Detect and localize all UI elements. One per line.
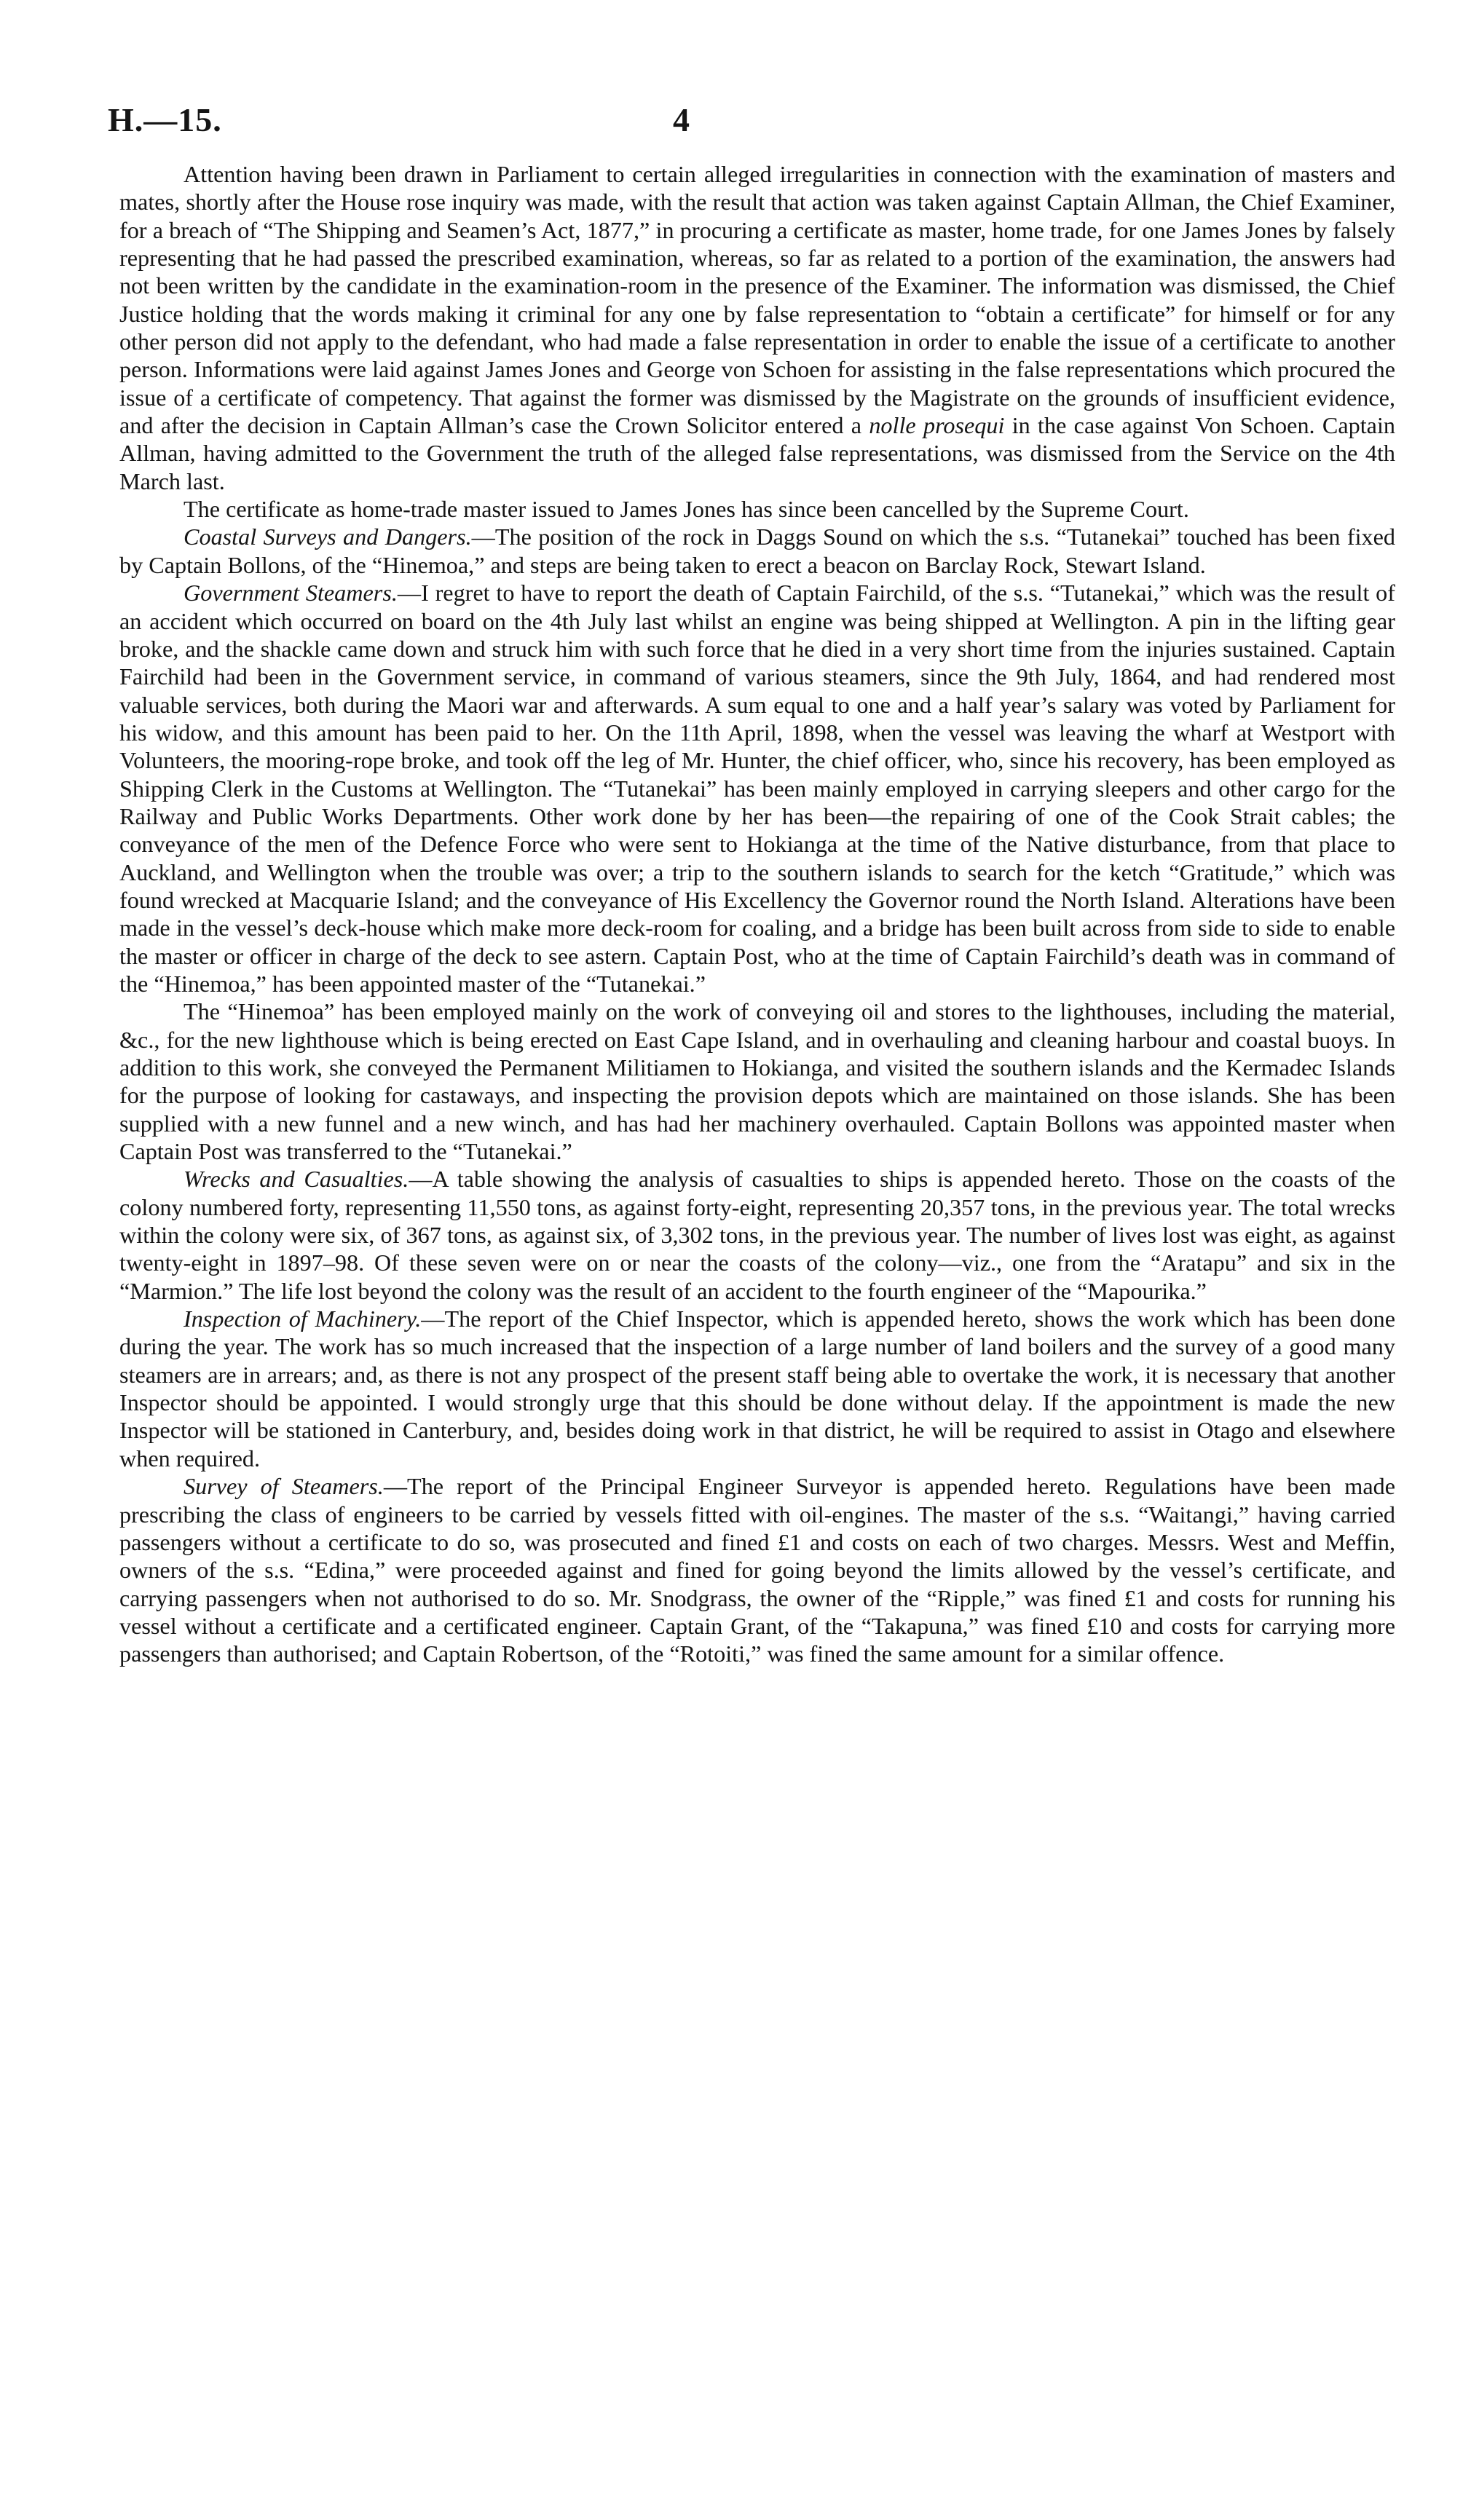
section-heading: Survey of Steamers. (184, 1473, 384, 1500)
section-heading: Government Steamers. (184, 580, 398, 607)
paragraph-inspection-machinery (119, 1305, 1395, 1472)
section-heading: Wrecks and Casualties. (184, 1166, 409, 1193)
document-reference: H.—15. (108, 101, 222, 138)
paragraph-survey-steamers (119, 1472, 1395, 1667)
paragraph-text: —The position of the rock in Daggs Sound on which the s.s. “Tutanekai” touched has been fixed by Captain Bollons, of the “Hinemoa,” and steps are being taken to erect a beacon on Barclay Rock, Stewart Island. (119, 524, 1396, 578)
paragraph-certificate-cancelled (119, 495, 1395, 523)
section-heading: Coastal Surveys and Dangers. (184, 524, 472, 550)
paragraph-examination-irregularities (119, 160, 1395, 495)
paragraph-text: The “Hinemoa” has been employed mainly on the work of conveying oil and stores to the lighthouses, including the material, &c., for the new lighthouse which is being erected on East Cape Island, and in overhauling and cleaning harbour and coastal buoys. In addition to this work, she conveyed the Permanent Militiamen to Hokianga, and visited the southern islands and the Kermadec Islands for the purpose of looking for castaways, and inspecting the provision depots which are maintained on those islands. She has been supplied with a new funnel and a new winch, and has had her machinery overhauled. Captain Bollons was appointed master when Captain Post was transferred to the “Tutanekai.” (119, 998, 1395, 1165)
paragraph-text: —The report of the Chief Inspector, which is appended hereto, shows the work which has been done during the year. The work has so much increased that the inspection of a large number of land boilers and the survey of a good many steamers are in arrears; and, as there is not any prospect of the present staff being able to overtake the work, it is necessary that another Inspector should be appointed. I would strongly urge that this should be done without delay. If the appointment is made the new Inspector will be stationed in Canterbury, and, besides doing work in that district, he will be required to assist in Otago and elsewhere when required. (119, 1306, 1396, 1472)
paragraph-text: The certificate as home-trade master issued to James Jones has since been cancelled by the Supreme Court. (184, 496, 1189, 523)
page-number: 4 (673, 101, 690, 138)
latin-phrase: nolle prosequi (869, 412, 1005, 439)
paragraph-text: —I regret to have to report the death of Captain Fairchild, of the s.s. “Tutanekai,” which was the result of an accident which occurred on board on the 4th July last whilst an engine was being shipped at Wellington. A pin in the lifting gear broke, and the shackle came down and struck him with such force that he died in a very short time from the injuries sustained. Captain Fairchild had been in the Government service, in command of various steamers, since the 9th July, 1864, and had rendered most valuable services, both during the Maori war and afterwards. A sum equal to one and a half year’s salary was voted by Parliament for his widow, and this amount has been paid to her. On the 11th April, 1898, when the vessel was leaving the wharf at Westport with Volunteers, the mooring-rope broke, and took off the leg of Mr. Hunter, the chief officer, who, since his recovery, has been employed as Shipping Clerk in the Customs at Wellington. The “Tutanekai” has been mainly employed in carrying sleepers and other cargo for the Railway and Public Works Departments. Other work done by her has been—the repairing of one of the Cook Strait cables; the conveyance of the men of the Defence Force who were sent to Hokianga at the time of the Native disturbance, from that place to Auckland, and Wellington when the trouble was over; a trip to the southern islands to search for the ketch “Gratitude,” which was found wrecked at Macquarie Island; and the conveyance of His Excellency the Governor round the North Island. Alterations have been made in the vessel’s deck-house which make more deck-room for coaling, and a bridge has been built across from side to side to enable the master or officer in charge of the deck to see astern. Captain Post, who at the time of Captain Fairchild’s death was in command of the “Hinemoa,” has been appointed master of the “Tutanekai.” (119, 580, 1395, 997)
paragraph-text: —A table showing the analysis of casualties to ships is appended hereto. Those on the coasts of the colony numbered forty, representing 11,550 tons, as against forty-eight, representing 20,357 tons, in the previous year. The total wrecks within the colony were six, of 367 tons, as against six, of 3,302 tons, in the previous year. The number of lives lost was eight, as against twenty-eight in 1897–98. Of these seven were on or near the coasts of the colony—viz., one from the “Aratapu” and six in the “Marmion.” The life lost beyond the colony was the result of an accident to the fourth engineer of the “Mapourika.” (119, 1166, 1395, 1304)
paragraph-wrecks-casualties (119, 1165, 1395, 1305)
paragraph-text: Attention having been drawn in Parliament to certain alleged irregularities in connection with the examination of masters and mates, shortly after the House rose inquiry was made, with the result that action was taken against Captain Allman, the Chief Examiner, for a breach of “The Shipping and Seamen’s Act, 1877,” in procuring a certificate as master, home trade, for one James Jones by falsely representing that he had passed the prescribed examination, whereas, so far as related to a portion of the examination, the answers had not been written by the candidate in the examination-room in the presence of the Examiner. The information was dismissed, the Chief Justice holding that the words making it criminal for any one by false representation to “obtain a certificate” for himself or for any other person did not apply to the defendant, who had made a false representation in order to enable the issue of a certificate to another person. Informations were laid against James Jones and George von Schoen for assisting in the false representations which procured the issue of a certificate of competency. That against the former was dismissed by the Magistrate on the grounds of insufficient evidence, and after the decision in Captain Allman’s case the Crown Solicitor entered a (119, 161, 1395, 439)
section-heading: Inspection of Machinery. (184, 1306, 422, 1332)
paragraph-hinemoa (119, 998, 1395, 1165)
paragraph-text-continued: in the case against Von Schoen. Captain Allman, having admitted to the Government the truth of the alleged false representations, was dismissed from the Service on the 4th March last. (119, 412, 1395, 494)
paragraph-government-steamers (119, 579, 1395, 998)
page-header (108, 100, 1377, 144)
body-text (119, 160, 1395, 1668)
paragraph-coastal-surveys (119, 523, 1395, 579)
paragraph-text: —The report of the Principal Engineer Surveyor is appended hereto. Regulations have been made prescribing the class of engineers to be carried by vessels fitted with oil-engines. The master of the s.s. “Waitangi,” having carried passengers without a certificate to do so, was prosecuted and fined £1 and costs on each of two charges. Messrs. West and Meffin, owners of the s.s. “Edina,” were proceeded against and fined for going beyond the limits allowed by the vessel’s certificate, and carrying passengers when not authorised to do so. Mr. Snodgrass, the owner of the “Ripple,” was fined £1 and costs for running his vessel without a certificate and a certificated engineer. Captain Grant, of the “Takapuna,” was fined £10 and costs for carrying more passengers than authorised; and Captain Robertson, of the “Rotoiti,” was fined the same amount for a similar offence. (119, 1473, 1395, 1667)
